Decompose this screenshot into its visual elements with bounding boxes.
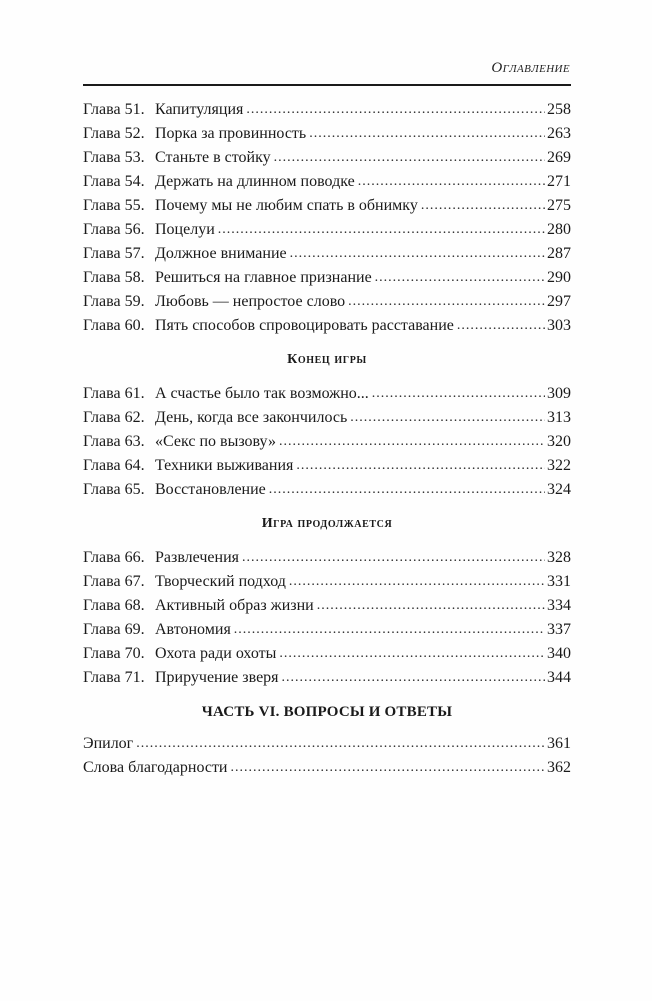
section-heading-game-continues: Игра продолжается — [261, 516, 393, 531]
chapter-label: Глава 66. — [83, 549, 145, 566]
toc-entry[interactable] — [83, 642, 571, 666]
chapter-label: Глава 65. — [83, 481, 145, 498]
chapter-label: Глава 61. — [83, 385, 145, 402]
page-number: 303 — [547, 317, 571, 334]
page-number: 362 — [547, 759, 571, 776]
dot-leader — [372, 381, 545, 406]
dot-leader — [246, 97, 545, 122]
chapter-title: «Секс по вызову» — [155, 433, 276, 450]
chapter-label: Глава 63. — [83, 433, 145, 450]
page-number: 263 — [547, 125, 571, 142]
dot-leader — [218, 217, 545, 242]
page-number: 344 — [547, 669, 571, 686]
chapter-label: Глава 53. — [83, 149, 145, 166]
page-number: 271 — [547, 173, 571, 190]
page-number: 275 — [547, 197, 571, 214]
toc-entry[interactable] — [83, 98, 571, 122]
chapter-label: Глава 56. — [83, 221, 145, 238]
chapter-label: Глава 62. — [83, 409, 145, 426]
page-number: 331 — [547, 573, 571, 590]
page-number: 328 — [547, 549, 571, 566]
dot-leader — [242, 545, 545, 570]
running-head: Оглавление — [491, 60, 570, 76]
chapter-label: Глава 57. — [83, 245, 145, 262]
page-number: 340 — [547, 645, 571, 662]
header-rule — [83, 84, 571, 86]
toc-entry[interactable] — [83, 756, 571, 780]
chapter-title: Должное внимание — [155, 245, 287, 262]
page-number: 297 — [547, 293, 571, 310]
chapter-title: Приручение зверя — [155, 669, 279, 686]
toc-group-2 — [83, 382, 571, 502]
toc-entry[interactable] — [83, 430, 571, 454]
toc-entry[interactable] — [83, 382, 571, 406]
dot-leader — [296, 453, 545, 478]
page-number: 309 — [547, 385, 571, 402]
table-of-contents — [83, 98, 571, 780]
toc-entry[interactable] — [83, 242, 571, 266]
chapter-title: Порка за провинность — [155, 125, 307, 142]
toc-entry[interactable] — [83, 594, 571, 618]
page-number: 287 — [547, 245, 571, 262]
chapter-label: Глава 68. — [83, 597, 145, 614]
chapter-label: Глава 70. — [83, 645, 145, 662]
chapter-label: Глава 71. — [83, 669, 145, 686]
page-number: 324 — [547, 481, 571, 498]
chapter-title: Эпилог — [83, 735, 134, 752]
toc-group-1 — [83, 98, 571, 338]
chapter-title: Пять способов спровоцировать расставание — [155, 317, 454, 334]
chapter-title: Любовь — непростое слово — [155, 293, 346, 310]
toc-entry[interactable] — [83, 570, 571, 594]
toc-entry[interactable] — [83, 314, 571, 338]
page-number: 258 — [547, 101, 571, 118]
toc-entry[interactable] — [83, 290, 571, 314]
dot-leader — [375, 265, 545, 290]
dot-leader — [348, 289, 545, 314]
chapter-title: Держать на длинном поводке — [155, 173, 355, 190]
dot-leader — [309, 121, 545, 146]
dot-leader — [136, 731, 545, 756]
chapter-title: Активный образ жизни — [155, 597, 314, 614]
dot-leader — [234, 617, 545, 642]
toc-entry[interactable] — [83, 266, 571, 290]
dot-leader — [358, 169, 545, 194]
chapter-label: Глава 52. — [83, 125, 145, 142]
chapter-title: Поцелуи — [155, 221, 215, 238]
chapter-label: Глава 67. — [83, 573, 145, 590]
toc-entry[interactable] — [83, 732, 571, 756]
page-number: 313 — [547, 409, 571, 426]
part-heading: ЧАСТЬ VI. ВОПРОСЫ И ОТВЕТЫ — [201, 704, 453, 720]
chapter-title: Почему мы не любим спать в обнимку — [155, 197, 418, 214]
page-number: 280 — [547, 221, 571, 238]
chapter-title: Станьте в стойку — [155, 149, 271, 166]
toc-group-3 — [83, 546, 571, 690]
chapter-title: Развлечения — [155, 549, 239, 566]
dot-leader — [457, 313, 545, 338]
toc-entry[interactable] — [83, 454, 571, 478]
chapter-label: Глава 69. — [83, 621, 145, 638]
chapter-label: Глава 55. — [83, 197, 145, 214]
chapter-title: Слова благодарности — [83, 759, 228, 776]
chapter-label: Глава 59. — [83, 293, 145, 310]
chapter-label: Глава 51. — [83, 101, 145, 118]
chapter-label: Глава 60. — [83, 317, 145, 334]
toc-entry[interactable] — [83, 194, 571, 218]
toc-entry[interactable] — [83, 546, 571, 570]
chapter-title: Охота ради охоты — [155, 645, 277, 662]
toc-end-items — [83, 732, 571, 780]
page-number: 269 — [547, 149, 571, 166]
dot-leader — [279, 641, 545, 666]
toc-entry[interactable] — [83, 218, 571, 242]
page-number: 361 — [547, 735, 571, 752]
chapter-title: Решиться на главное признание — [155, 269, 372, 286]
dot-leader — [350, 405, 545, 430]
chapter-title: День, когда все закончилось — [155, 409, 348, 426]
section-heading-end-of-game: Конец игры — [287, 352, 367, 367]
page-number: 337 — [547, 621, 571, 638]
chapter-title: Творческий подход — [155, 573, 286, 590]
dot-leader — [274, 145, 545, 170]
dot-leader — [269, 477, 545, 502]
dot-leader — [231, 755, 546, 780]
dot-leader — [421, 193, 545, 218]
toc-entry[interactable] — [83, 146, 571, 170]
page-number: 334 — [547, 597, 571, 614]
chapter-title: Восстановление — [155, 481, 266, 498]
chapter-label: Глава 54. — [83, 173, 145, 190]
chapter-label: Глава 58. — [83, 269, 145, 286]
toc-entry[interactable] — [83, 406, 571, 430]
toc-entry[interactable] — [83, 122, 571, 146]
dot-leader — [317, 593, 545, 618]
dot-leader — [282, 665, 545, 690]
page-number: 290 — [547, 269, 571, 286]
dot-leader — [290, 241, 545, 266]
dot-leader — [289, 569, 545, 594]
dot-leader — [279, 429, 545, 454]
chapter-title: А счастье было так возможно... — [155, 385, 369, 402]
chapter-title: Автономия — [155, 621, 231, 638]
page-number: 322 — [547, 457, 571, 474]
toc-entry[interactable] — [83, 170, 571, 194]
toc-entry[interactable] — [83, 666, 571, 690]
page-number: 320 — [547, 433, 571, 450]
toc-entry[interactable] — [83, 618, 571, 642]
chapter-title: Техники выживания — [155, 457, 294, 474]
chapter-title: Капитуляция — [155, 101, 244, 118]
toc-entry[interactable] — [83, 478, 571, 502]
chapter-label: Глава 64. — [83, 457, 145, 474]
